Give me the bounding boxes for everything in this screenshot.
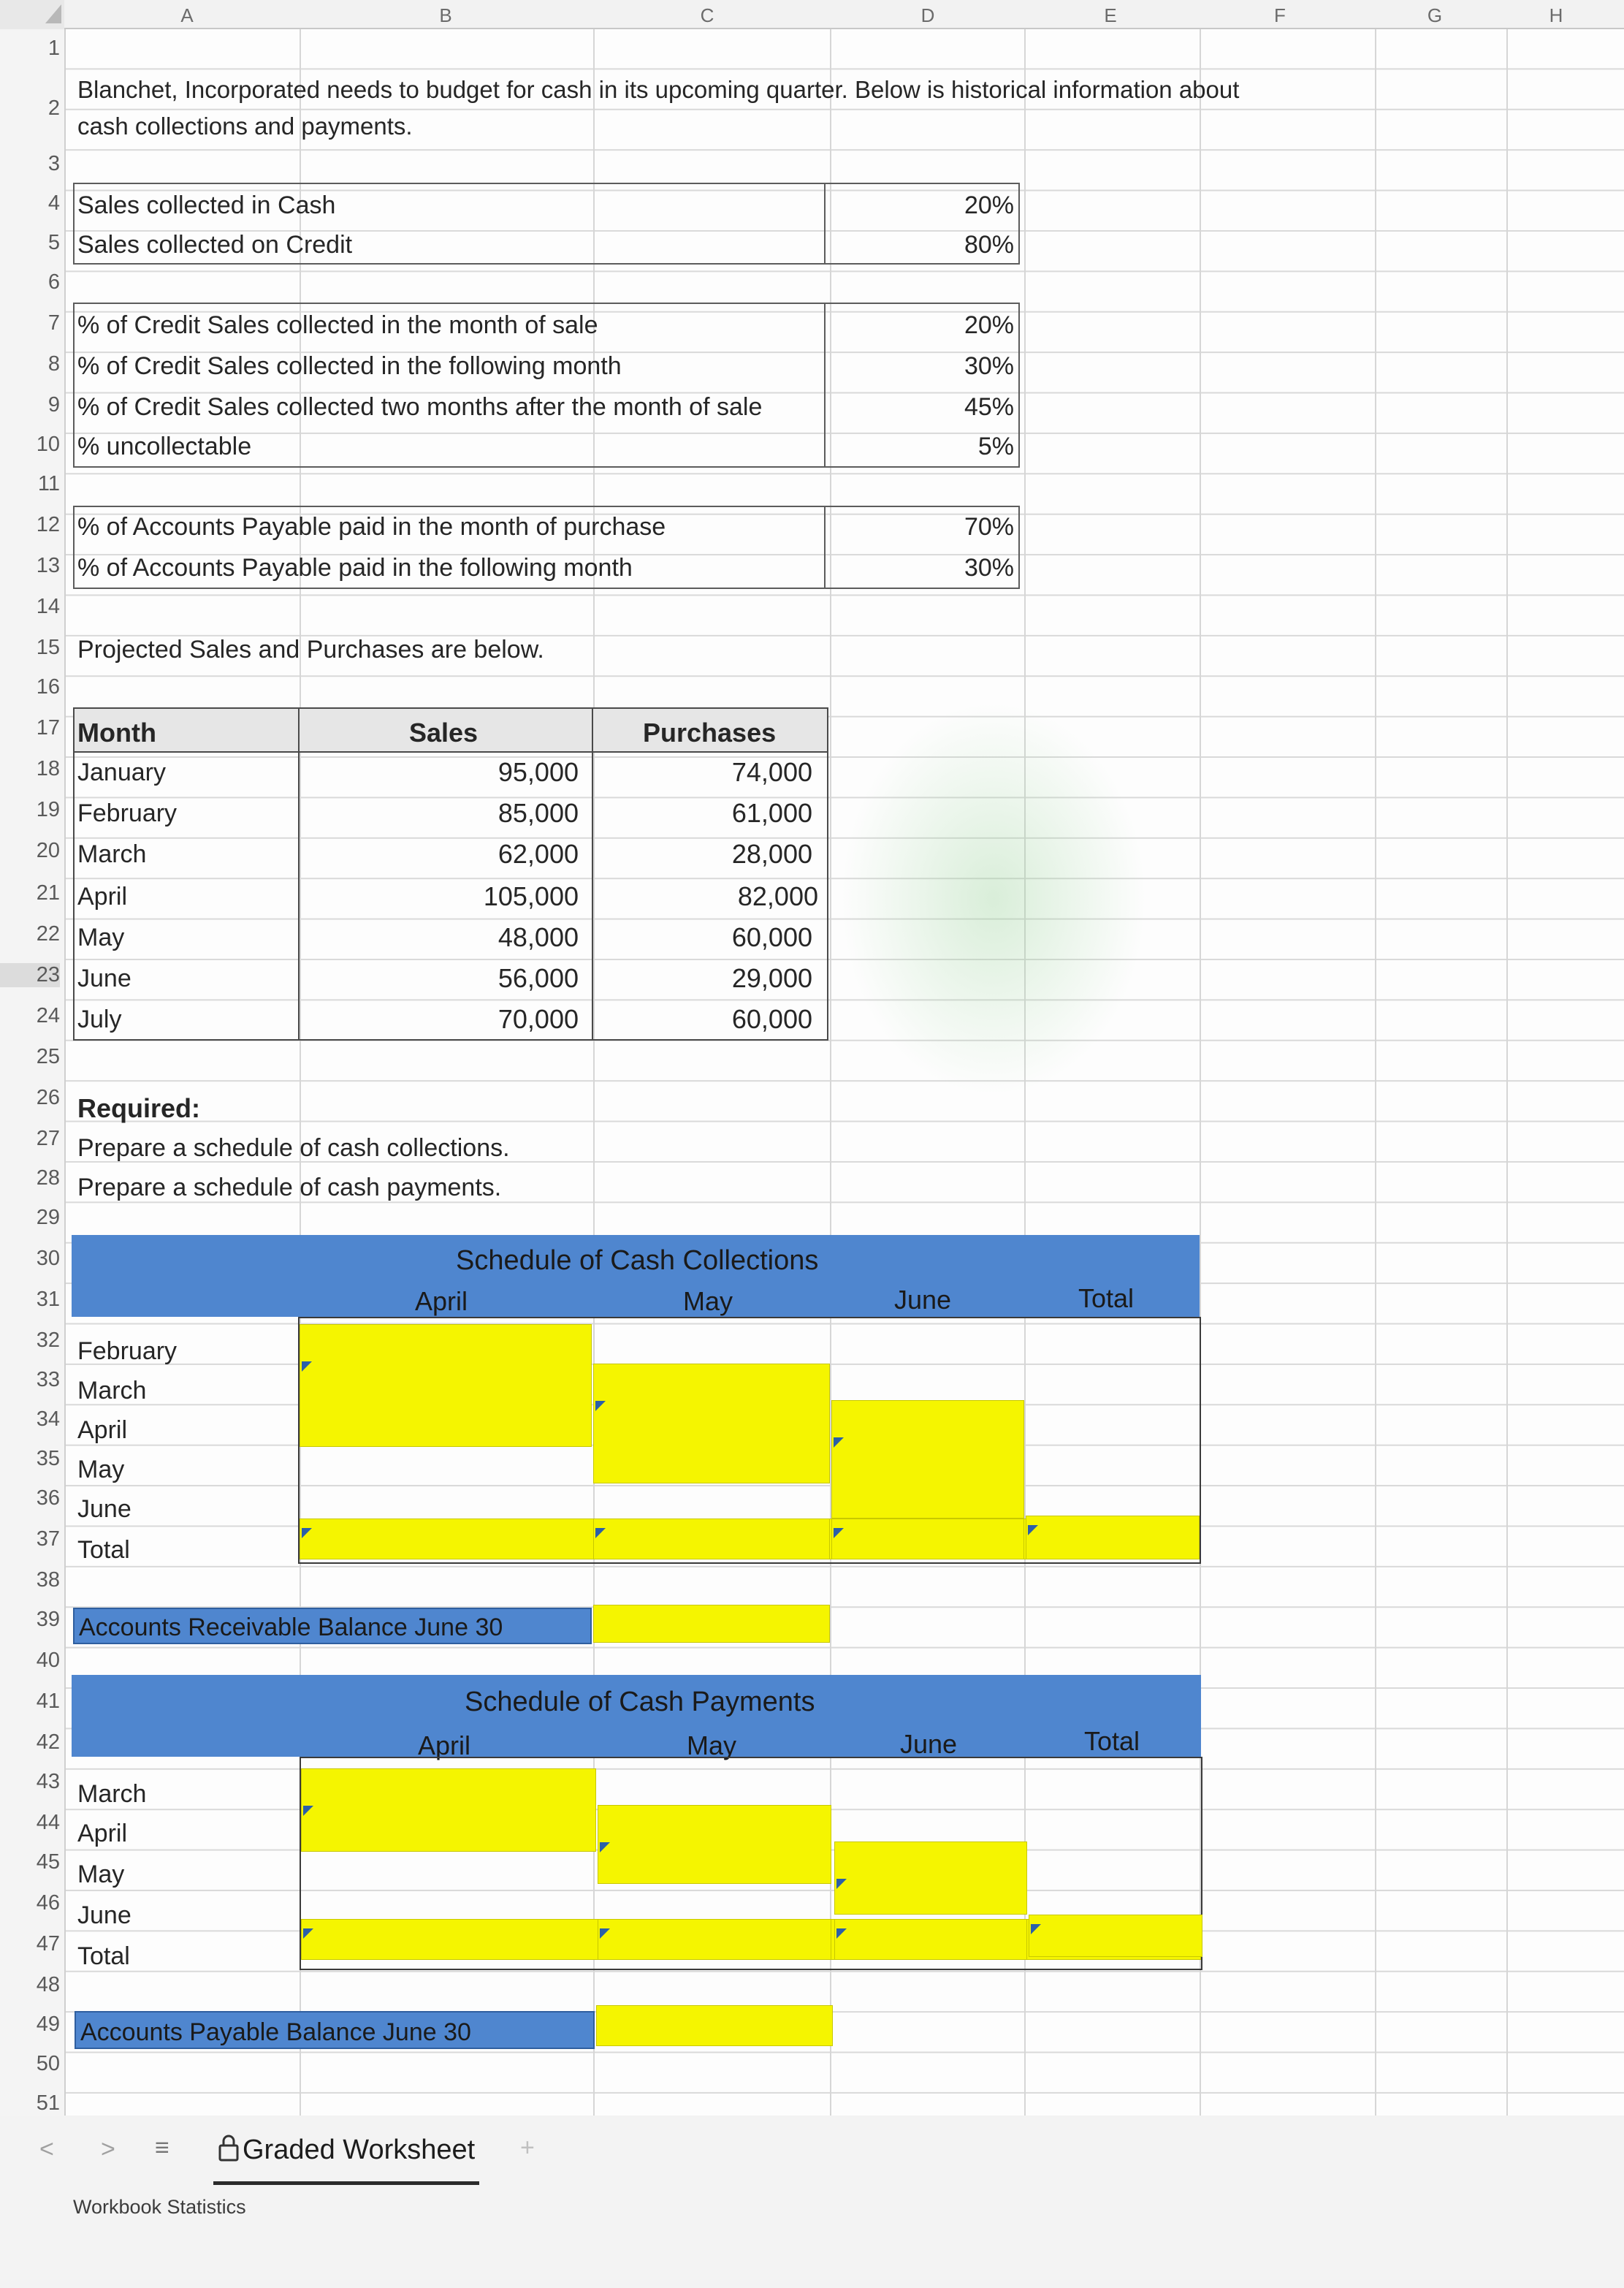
- projected-month[interactable]: July: [77, 1006, 122, 1033]
- projected-sales-value[interactable]: 105,000: [483, 881, 579, 911]
- projected-month[interactable]: May: [77, 924, 125, 951]
- required-item-collections[interactable]: Prepare a schedule of cash collections.: [77, 1134, 510, 1162]
- row-number[interactable]: 44: [36, 1811, 60, 1834]
- payments-row-march[interactable]: March: [77, 1780, 147, 1808]
- projected-sales-value[interactable]: 95,000: [498, 757, 579, 787]
- row-number[interactable]: 50: [36, 2052, 60, 2075]
- column-header-h[interactable]: H: [1549, 4, 1563, 26]
- row-number[interactable]: 1: [47, 37, 60, 60]
- select-all-icon: [45, 4, 61, 23]
- row-number[interactable]: 35: [36, 1447, 60, 1470]
- projected-sales-value[interactable]: 85,000: [498, 798, 579, 828]
- credit-two-months-label[interactable]: % of Credit Sales collected two months after the month of sale: [77, 393, 763, 421]
- row-number[interactable]: 42: [36, 1730, 60, 1754]
- uncollectable-label[interactable]: % uncollectable: [77, 433, 252, 460]
- payments-title[interactable]: Schedule of Cash Payments: [465, 1687, 815, 1717]
- collections-input-april[interactable]: [300, 1324, 592, 1447]
- column-header-g[interactable]: G: [1427, 4, 1443, 26]
- ap-balance-label[interactable]: Accounts Payable Balance June 30: [75, 2011, 595, 2049]
- payments-input-may[interactable]: [598, 1805, 831, 1884]
- sheet-tab-label: Graded Worksheet: [243, 2135, 476, 2165]
- sales-credit-value[interactable]: 80%: [964, 231, 1014, 259]
- ap-following-month-value[interactable]: 30%: [964, 554, 1014, 582]
- row-number[interactable]: 47: [36, 1932, 60, 1956]
- collections-row-may[interactable]: May: [77, 1456, 125, 1483]
- payments-total-may-input[interactable]: [598, 1919, 831, 1960]
- collections-col-total[interactable]: Total: [1078, 1283, 1135, 1313]
- row-number[interactable]: 43: [36, 1770, 60, 1793]
- payments-col-may[interactable]: May: [687, 1730, 737, 1760]
- sales-cash-label[interactable]: Sales collected in Cash: [77, 191, 336, 219]
- sales-credit-label[interactable]: Sales collected on Credit: [77, 231, 353, 259]
- collections-row-total[interactable]: Total: [77, 1536, 130, 1564]
- sales-cash-value[interactable]: 20%: [964, 191, 1014, 219]
- row-number[interactable]: 36: [36, 1486, 60, 1510]
- payments-col-june[interactable]: June: [900, 1729, 958, 1759]
- ap-month-of-purchase-label[interactable]: % of Accounts Payable paid in the month of purchase: [77, 513, 666, 541]
- row-number[interactable]: 41: [36, 1690, 60, 1713]
- column-header-e[interactable]: E: [1104, 4, 1117, 26]
- row-number[interactable]: 4: [47, 191, 60, 215]
- collections-row-april[interactable]: April: [77, 1416, 128, 1444]
- credit-two-months-value[interactable]: 45%: [964, 393, 1014, 421]
- workbook-statistics-status[interactable]: Workbook Statistics: [73, 2196, 246, 2218]
- payments-row-may[interactable]: May: [77, 1861, 125, 1888]
- projected-month[interactable]: June: [77, 965, 131, 992]
- collections-row-june[interactable]: June: [77, 1495, 131, 1523]
- intro-line-2: cash collections and payments.: [77, 113, 413, 140]
- column-header-c[interactable]: C: [700, 4, 714, 26]
- column-header-a[interactable]: A: [180, 4, 194, 26]
- row-number-gutter: [0, 29, 66, 2119]
- row-number[interactable]: 2: [47, 96, 60, 120]
- collections-total-may-input[interactable]: [593, 1519, 830, 1559]
- collections-input-june[interactable]: [831, 1400, 1024, 1519]
- row-number[interactable]: 25: [36, 1045, 60, 1068]
- collections-input-may[interactable]: [593, 1364, 830, 1483]
- payments-row-june[interactable]: June: [77, 1901, 131, 1929]
- row-number-selected[interactable]: 23: [0, 963, 60, 987]
- row-number[interactable]: 29: [36, 1206, 60, 1229]
- column-header-d[interactable]: D: [920, 4, 935, 26]
- projected-purchases-value[interactable]: 28,000: [731, 839, 812, 869]
- projected-header-month[interactable]: Month: [77, 718, 156, 748]
- collections-col-april[interactable]: April: [415, 1286, 468, 1316]
- lock-icon: [218, 2134, 240, 2162]
- payments-input-june[interactable]: [834, 1842, 1027, 1915]
- row-number[interactable]: 45: [36, 1850, 60, 1874]
- projected-purchases-value[interactable]: 29,000: [731, 963, 812, 993]
- row-number[interactable]: 33: [36, 1368, 60, 1391]
- column-header-bar: [0, 0, 1624, 29]
- projected-caption[interactable]: Projected Sales and Purchases are below.: [77, 636, 544, 664]
- projected-purchases-value[interactable]: 60,000: [731, 922, 812, 952]
- row-number[interactable]: 12: [36, 513, 60, 536]
- column-header-b[interactable]: B: [439, 4, 452, 26]
- collections-total-total-input[interactable]: [1026, 1516, 1200, 1559]
- payments-total-total-input[interactable]: [1029, 1915, 1202, 1957]
- row-number[interactable]: 39: [36, 1608, 60, 1631]
- ar-balance-label[interactable]: Accounts Receivable Balance June 30: [73, 1608, 592, 1644]
- row-number[interactable]: 17: [36, 716, 60, 740]
- row-number[interactable]: 16: [36, 675, 60, 699]
- ap-balance-input[interactable]: [596, 2005, 833, 2046]
- row-number[interactable]: 13: [36, 554, 60, 577]
- add-sheet-icon[interactable]: +: [520, 2134, 535, 2162]
- projected-month[interactable]: January: [77, 759, 166, 786]
- collections-col-may[interactable]: May: [683, 1286, 733, 1316]
- credit-following-month-value[interactable]: 30%: [964, 352, 1014, 380]
- row-number[interactable]: 6: [47, 270, 60, 294]
- ap-following-month-label[interactable]: % of Accounts Payable paid in the following month: [77, 554, 633, 582]
- projected-purchases-value[interactable]: 61,000: [731, 798, 812, 828]
- projected-sales-value[interactable]: 56,000: [498, 963, 579, 993]
- projected-header-sales[interactable]: Sales: [409, 718, 479, 748]
- uncollectable-value[interactable]: 5%: [977, 433, 1014, 460]
- row-number[interactable]: 19: [36, 798, 60, 821]
- payments-col-total[interactable]: Total: [1084, 1726, 1140, 1756]
- select-all-corner[interactable]: [0, 0, 64, 29]
- collections-row-february[interactable]: February: [77, 1337, 178, 1365]
- required-heading[interactable]: Required:: [77, 1093, 201, 1123]
- payments-input-april[interactable]: [301, 1768, 596, 1852]
- ap-month-of-purchase-value[interactable]: 70%: [964, 513, 1014, 541]
- row-number[interactable]: 22: [36, 922, 60, 946]
- projected-sales-value[interactable]: 48,000: [498, 922, 579, 952]
- row-number[interactable]: 10: [36, 433, 60, 456]
- payments-total-june-input[interactable]: [834, 1919, 1027, 1960]
- payments-row-total[interactable]: Total: [77, 1942, 130, 1970]
- projected-month[interactable]: April: [77, 883, 128, 911]
- row-number[interactable]: 48: [36, 1973, 60, 1996]
- row-number[interactable]: 30: [36, 1247, 60, 1270]
- projected-purchases-value[interactable]: 74,000: [731, 757, 812, 787]
- row-number[interactable]: 26: [36, 1086, 60, 1109]
- row-number[interactable]: 28: [36, 1166, 60, 1190]
- row-number[interactable]: 51: [36, 2091, 60, 2115]
- projected-sales-value[interactable]: 70,000: [498, 1004, 579, 1034]
- row-number[interactable]: 3: [47, 152, 60, 175]
- ar-balance-input[interactable]: [593, 1605, 830, 1643]
- payments-row-april[interactable]: April: [77, 1820, 128, 1847]
- projected-month[interactable]: March: [77, 840, 147, 868]
- row-number[interactable]: 11: [37, 472, 60, 495]
- row-number[interactable]: 20: [36, 839, 60, 862]
- credit-following-month-label[interactable]: % of Credit Sales collected in the following month: [77, 352, 622, 380]
- row-number[interactable]: 40: [36, 1649, 60, 1672]
- collections-col-june[interactable]: June: [894, 1285, 952, 1315]
- row-number[interactable]: 15: [36, 636, 60, 659]
- row-number[interactable]: 5: [47, 231, 60, 254]
- projected-sales-value[interactable]: 62,000: [498, 839, 579, 869]
- projected-header-purchases[interactable]: Purchases: [643, 718, 777, 748]
- row-number[interactable]: 37: [36, 1527, 60, 1551]
- row-number[interactable]: 21: [36, 881, 60, 905]
- row-number[interactable]: 27: [36, 1127, 60, 1150]
- collections-title[interactable]: Schedule of Cash Collections: [456, 1245, 819, 1276]
- column-header-f[interactable]: F: [1274, 4, 1286, 26]
- required-item-payments[interactable]: Prepare a schedule of cash payments.: [77, 1174, 502, 1201]
- projected-purchases-value[interactable]: 60,000: [731, 1004, 812, 1034]
- row-number[interactable]: 38: [36, 1568, 60, 1592]
- projected-purchases-value[interactable]: 82,000: [737, 881, 818, 911]
- intro-line-1: Blanchet, Incorporated needs to budget for cash in its upcoming quarter. Below is historical information about: [77, 76, 1240, 103]
- row-number[interactable]: 34: [36, 1407, 60, 1431]
- previous-sheet-icon[interactable]: <: [39, 2135, 54, 2163]
- sheet-tab-graded-worksheet[interactable]: [213, 2127, 479, 2185]
- row-number[interactable]: 9: [47, 393, 60, 417]
- row-number[interactable]: 31: [36, 1288, 60, 1311]
- row-number[interactable]: 24: [36, 1004, 60, 1027]
- credit-month-of-sale-label[interactable]: % of Credit Sales collected in the month of sale: [77, 311, 598, 339]
- row-number[interactable]: 8: [47, 352, 60, 376]
- row-number[interactable]: 46: [36, 1891, 60, 1915]
- payments-col-april[interactable]: April: [418, 1730, 471, 1760]
- row-number[interactable]: 49: [36, 2013, 60, 2036]
- collections-row-march[interactable]: March: [77, 1377, 147, 1405]
- credit-month-of-sale-value[interactable]: 20%: [964, 311, 1014, 339]
- row-number[interactable]: 18: [36, 757, 60, 780]
- projected-month[interactable]: February: [77, 799, 178, 827]
- collections-total-june-input[interactable]: [831, 1519, 1024, 1559]
- all-sheets-menu-icon[interactable]: ≡: [155, 2134, 169, 2162]
- row-number[interactable]: 7: [47, 311, 60, 335]
- next-sheet-icon[interactable]: >: [101, 2135, 115, 2163]
- row-number[interactable]: 14: [36, 595, 60, 618]
- row-number[interactable]: 32: [36, 1329, 60, 1352]
